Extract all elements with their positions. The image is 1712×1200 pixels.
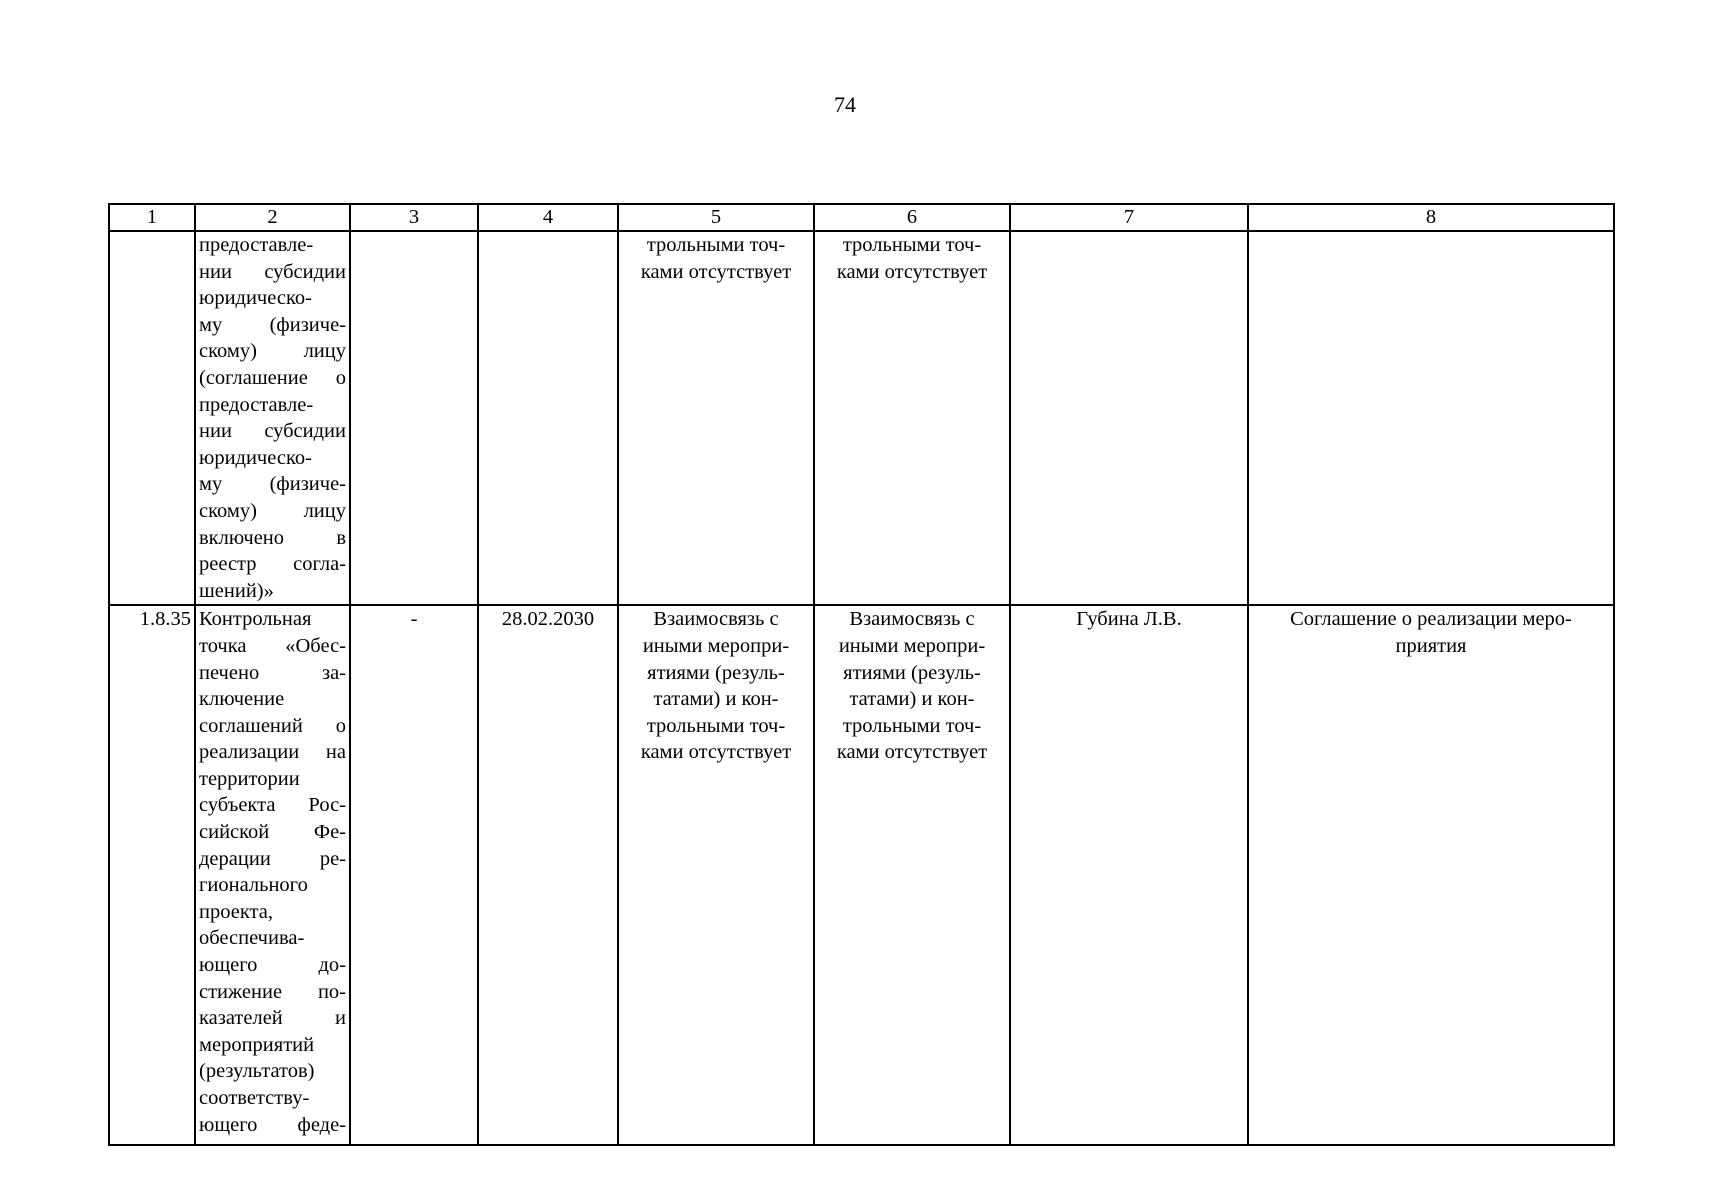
text-word: сийской xyxy=(199,821,270,844)
text-word: о xyxy=(335,366,346,389)
text-line: трольными точ- xyxy=(842,714,982,737)
text-line xyxy=(199,551,346,578)
text-line xyxy=(199,846,346,873)
text-word: реализации xyxy=(199,741,300,764)
text-word: субъекта xyxy=(199,794,276,817)
text-line: мероприятий xyxy=(199,1033,315,1056)
header-cell-2: 2 xyxy=(195,204,350,231)
cell-col5 xyxy=(618,231,814,605)
text-word: му xyxy=(199,473,223,496)
cell-col6 xyxy=(814,231,1010,605)
text-line: предоставле- xyxy=(199,234,314,256)
header-cell-3: 3 xyxy=(350,204,478,231)
cell-col7-responsible: Губина Л.В. xyxy=(1010,605,1248,1145)
text-line xyxy=(199,418,346,445)
text-line xyxy=(199,819,346,846)
text-line: (результатов) xyxy=(199,1060,315,1083)
text-line: шений)» xyxy=(199,579,274,602)
text-line xyxy=(199,1112,346,1139)
text-line: ками отсутствует xyxy=(640,741,792,764)
header-row xyxy=(109,204,1614,231)
text-line: соответству- xyxy=(199,1087,310,1109)
text-word: Рос- xyxy=(308,794,346,817)
text-line: проекта, xyxy=(199,900,273,923)
header-cell-1: 1 xyxy=(109,204,195,231)
text-word: за- xyxy=(321,661,346,684)
text-word: и xyxy=(335,1007,346,1030)
text-line: юридическо- xyxy=(199,287,312,310)
text-word: стижение xyxy=(199,980,283,1003)
text-word: соглашений xyxy=(199,714,303,737)
page-number: 74 xyxy=(834,92,856,117)
text-word: скому) xyxy=(199,340,257,363)
text-word: (физиче- xyxy=(269,473,346,496)
text-line: трольными точ- xyxy=(842,234,982,256)
cell-col4-date: 28.02.2030 xyxy=(478,605,618,1145)
text-word: до- xyxy=(318,954,346,977)
text-line: ятиями (резуль- xyxy=(647,661,785,684)
header-cell-7: 7 xyxy=(1010,204,1248,231)
text-line xyxy=(199,498,346,525)
text-line: Взаимосвязь с xyxy=(849,608,975,631)
text-line xyxy=(199,713,346,740)
text-line xyxy=(199,471,346,498)
text-line: ками отсутствует xyxy=(836,260,988,283)
text-line: приятия xyxy=(1395,634,1467,657)
text-line xyxy=(199,660,346,687)
text-word: на xyxy=(325,741,346,764)
text-word: скому) xyxy=(199,499,257,522)
cell-description xyxy=(195,605,350,1145)
text-line xyxy=(199,952,346,979)
cell-col3: - xyxy=(350,605,478,1145)
table-row-continuation xyxy=(109,231,1614,605)
text-line: ятиями (резуль- xyxy=(843,661,981,684)
text-line: юридическо- xyxy=(199,446,312,469)
text-word: феде- xyxy=(297,1113,346,1136)
text-line xyxy=(199,979,346,1006)
text-line xyxy=(199,739,346,766)
text-line xyxy=(199,525,346,552)
cell-col8 xyxy=(1248,231,1614,605)
text-word: «Обес- xyxy=(285,634,346,657)
text-word: дерации xyxy=(199,847,271,870)
text-line xyxy=(199,792,346,819)
text-line: ками отсутствует xyxy=(640,260,792,283)
header-cell-5: 5 xyxy=(618,204,814,231)
text-line: иными меропри- xyxy=(838,634,986,657)
text-line: Взаимосвязь с xyxy=(653,608,779,631)
text-word: печено xyxy=(199,661,260,684)
text-word: лицу xyxy=(303,340,346,363)
cell-number: 1.8.35 xyxy=(109,605,195,1145)
cell-col8 xyxy=(1248,605,1614,1145)
header-cell-4: 4 xyxy=(478,204,618,231)
cell-col5 xyxy=(618,605,814,1145)
text-line xyxy=(199,633,346,660)
text-word: нии xyxy=(199,260,232,283)
text-line: татами) и кон- xyxy=(653,688,779,711)
text-line: трольными точ- xyxy=(646,714,786,737)
cell-col4 xyxy=(478,231,618,605)
cell-number xyxy=(109,231,195,605)
text-word: (физиче- xyxy=(269,313,346,336)
cell-col6 xyxy=(814,605,1010,1145)
text-line: территории xyxy=(199,767,300,790)
text-word: в xyxy=(336,526,346,549)
text-word: согла- xyxy=(293,553,346,576)
text-word: ющего xyxy=(199,1113,258,1136)
text-word: ре- xyxy=(319,847,346,870)
header-cell-6: 6 xyxy=(814,204,1010,231)
text-word: о xyxy=(335,714,346,737)
text-line: ками отсутствует xyxy=(836,741,988,764)
text-line xyxy=(199,1005,346,1032)
text-line xyxy=(199,312,346,339)
text-word: реестр xyxy=(199,553,257,576)
cell-description xyxy=(195,231,350,605)
cell-col7 xyxy=(1010,231,1248,605)
document-table xyxy=(108,203,1615,1146)
text-word: лицу xyxy=(303,499,346,522)
table-row-1-8-35 xyxy=(109,605,1614,1145)
text-line: гионального xyxy=(199,874,308,897)
text-line xyxy=(199,365,346,392)
text-word: по- xyxy=(317,980,346,1003)
text-line: предоставле- xyxy=(199,393,314,416)
header-cell-8: 8 xyxy=(1248,204,1614,231)
cell-col3 xyxy=(350,231,478,605)
text-line: татами) и кон- xyxy=(849,688,975,711)
text-line: иными меропри- xyxy=(642,634,790,657)
text-line: Соглашение о реализации меро- xyxy=(1290,608,1572,631)
text-word: точка xyxy=(199,634,247,657)
text-word: включено xyxy=(199,526,285,549)
text-line: трольными точ- xyxy=(646,234,786,256)
text-line: ключение xyxy=(199,688,285,711)
text-line xyxy=(199,338,346,365)
text-line: Контрольная xyxy=(199,608,312,631)
text-word: Фе- xyxy=(313,821,346,844)
text-line xyxy=(199,259,346,286)
text-word: (соглашение xyxy=(199,366,308,389)
text-word: нии xyxy=(199,420,232,443)
text-word: субсидии xyxy=(264,420,346,443)
text-line: обеспечива- xyxy=(199,927,305,950)
text-word: казателей xyxy=(199,1007,283,1030)
text-word: му xyxy=(199,313,223,336)
text-word: субсидии xyxy=(264,260,346,283)
text-word: ющего xyxy=(199,954,258,977)
